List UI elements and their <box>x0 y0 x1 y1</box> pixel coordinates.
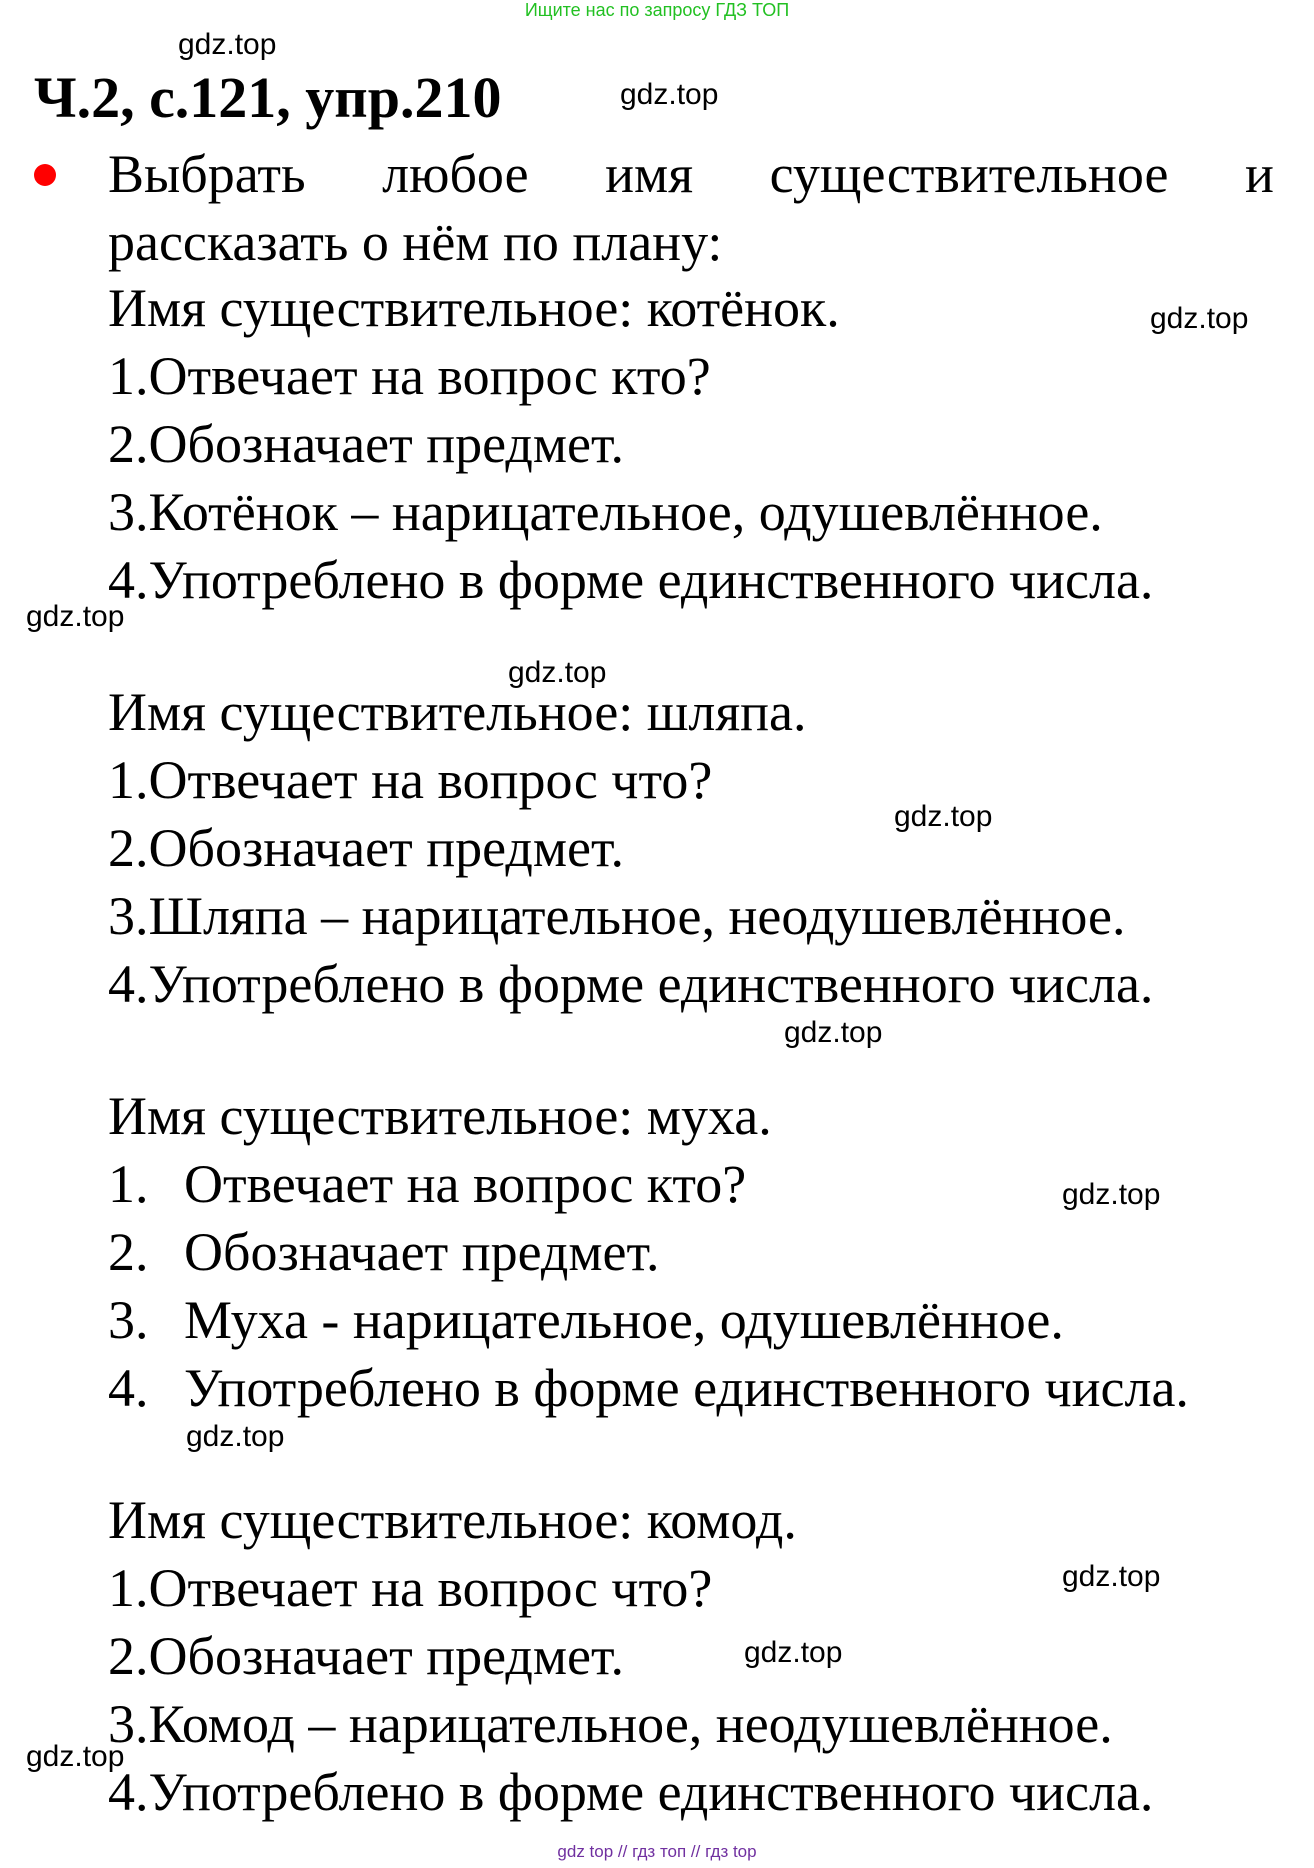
task-word: существительное <box>769 144 1169 204</box>
block3-line-1-text: Отвечает на вопрос кто? <box>184 1154 747 1214</box>
task-line-2: рассказать о нём по плану: <box>108 212 723 272</box>
block2-line-3: 3.Шляпа – нарицательное, неодушевлённое. <box>108 886 1126 946</box>
list-number: 3. <box>108 1290 149 1350</box>
block4-line-2: 2.Обозначает предмет. <box>108 1626 625 1686</box>
task-word: имя <box>605 144 694 204</box>
block3-line-3-text: Муха - нарицательное, одушевлённое. <box>184 1290 1064 1350</box>
task-line-1 <box>108 140 1274 208</box>
block1-line-3: 3.Котёнок – нарицательное, одушевлённое. <box>108 482 1103 542</box>
list-number: 4. <box>108 1358 149 1418</box>
block3-line-2-text: Обозначает предмет. <box>184 1222 660 1282</box>
block3-heading: Имя существительное: муха. <box>108 1086 772 1146</box>
list-number: 1. <box>108 1154 149 1214</box>
watermark: gdz.top <box>784 1016 883 1049</box>
block3-line-4-text: Употреблено в форме единственного числа. <box>184 1358 1189 1418</box>
watermark: gdz.top <box>1062 1560 1161 1593</box>
watermark: gdz.top <box>1062 1178 1161 1211</box>
footer-links[interactable]: gdz top // гдз топ // гдз top <box>557 1842 757 1861</box>
watermark: gdz.top <box>1150 302 1249 335</box>
watermark: gdz.top <box>186 1420 285 1453</box>
bullet-icon <box>34 164 56 186</box>
block4-line-4: 4.Употреблено в форме единственного числа. <box>108 1762 1154 1822</box>
task-word: любое <box>382 144 529 204</box>
watermark: gdz.top <box>178 28 277 61</box>
watermark: gdz.top <box>26 600 125 633</box>
block4-line-3: 3.Комод – нарицательное, неодушевлённое. <box>108 1694 1113 1754</box>
block3-line-1 <box>108 1150 746 1218</box>
list-number: 2. <box>108 1222 149 1282</box>
watermark: gdz.top <box>26 1740 125 1773</box>
block3-line-4 <box>108 1354 1189 1422</box>
block1-line-2: 2.Обозначает предмет. <box>108 414 625 474</box>
block1-line-4: 4.Употреблено в форме единственного числа. <box>108 550 1154 610</box>
task-word: и <box>1245 144 1274 204</box>
block3-line-2 <box>108 1218 660 1286</box>
search-hint-link[interactable]: Ищите нас по запросу ГДЗ ТОП <box>524 0 790 20</box>
watermark: gdz.top <box>508 656 607 689</box>
block2-line-1: 1.Отвечает на вопрос что? <box>108 750 713 810</box>
page-title: Ч.2, с.121, упр.210 <box>34 65 502 130</box>
task-word: Выбрать <box>108 144 306 204</box>
block1-heading: Имя существительное: котёнок. <box>108 278 840 338</box>
block2-heading: Имя существительное: шляпа. <box>108 682 807 742</box>
block2-line-2: 2.Обозначает предмет. <box>108 818 625 878</box>
block4-heading: Имя существительное: комод. <box>108 1490 797 1550</box>
watermark: gdz.top <box>744 1636 843 1669</box>
block3-line-3 <box>108 1286 1064 1354</box>
watermark: gdz.top <box>894 800 993 833</box>
block4-line-1: 1.Отвечает на вопрос что? <box>108 1558 713 1618</box>
block1-line-1: 1.Отвечает на вопрос кто? <box>108 346 711 406</box>
block2-line-4: 4.Употреблено в форме единственного числа. <box>108 954 1154 1014</box>
watermark: gdz.top <box>620 78 719 111</box>
